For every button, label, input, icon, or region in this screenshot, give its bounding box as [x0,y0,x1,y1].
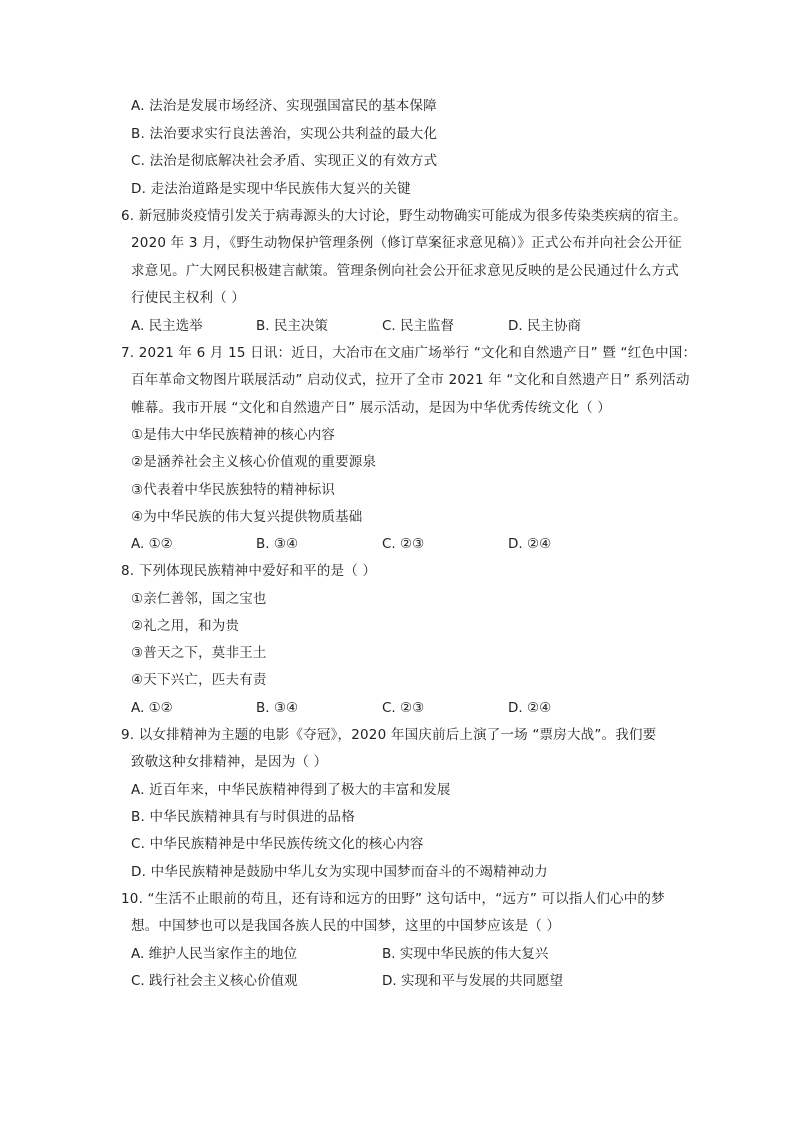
q7-item-4: ④为中华民族的伟大复兴提供物质基础 [131,509,363,525]
q5-option-a: A. 法治是发展市场经济、实现强国富民的基本保障 [131,98,437,114]
q10-option-a: A. 维护人民当家作主的地位 [131,946,298,962]
q6-option-d: D. 民主协商 [508,318,581,334]
q8-item-4: ④天下兴亡，匹夫有责 [131,672,267,688]
q9-option-c: C. 中华民族精神是中华民族传统文化的核心内容 [131,836,424,852]
q7-stem-line-2: 百年革命文物图片联展活动” 启动仪式，拉开了全市 2021 年 “文化和自然遗产日” 系列活动 [131,372,690,388]
q6-stem-line-4: 行使民主权利（ ） [131,290,246,306]
q5-option-d: D. 走法治道路是实现中华民族伟大复兴的关键 [131,181,411,197]
q10-stem-line-1: 10. “生活不止眼前的苟且，还有诗和远方的田野” 这句话中，“远方” 可以指人们心中的梦 [121,891,665,907]
q7-option-a: A. ①② [131,536,173,552]
q7-option-c: C. ②③ [382,536,425,552]
q7-stem-line-3: 帷幕。我市开展 “文化和自然遗产日” 展示活动，是因为中华优秀传统文化（ ） [131,400,611,416]
q8-stem-line-1: 8. 下列体现民族精神中爱好和平的是（ ） [121,563,377,579]
q6-stem-line-2: 2020 年 3 月，《野生动物保护管理条例（修订草案征求意见稿）》正式公布并向社会公开征 [131,235,682,251]
q8-item-3: ③普天之下，莫非王土 [131,645,267,661]
q10-stem-line-2: 想。中国梦也可以是我国各族人民的中国梦，这里的中国梦应该是（ ） [131,918,561,934]
q8-option-b: B. ③④ [256,700,299,716]
q5-option-c: C. 法治是彻底解决社会矛盾、实现正义的有效方式 [131,153,438,169]
q7-option-d: D. ②④ [508,536,552,552]
q8-option-a: A. ①② [131,700,173,716]
q7-item-3: ③代表着中华民族独特的精神标识 [131,482,336,498]
q10-option-d: D. 实现和平与发展的共同愿望 [382,973,563,989]
q6-option-a: A. 民主选举 [131,318,203,334]
q9-option-d: D. 中华民族精神是鼓励中华儿女为实现中国梦而奋斗的不竭精神动力 [131,864,548,880]
q6-stem-line-3: 求意见。广大网民积极建言献策。管理条例向社会公开征求意见反映的是公民通过什么方式 [131,263,679,279]
q6-stem-line-1: 6. 新冠肺炎疫情引发关于病毒源头的大讨论，野生动物确实可能成为很多传染类疾病的宿主。 [121,208,687,224]
q9-stem-line-2: 致敬这种女排精神，是因为（ ） [131,754,328,770]
q8-item-1: ①亲仁善邻，国之宝也 [131,591,267,607]
q10-option-b: B. 实现中华民族的伟大复兴 [382,946,549,962]
q9-stem-line-1: 9. 以女排精神为主题的电影《夺冠》，2020 年国庆前后上演了一场 “票房大战”。我们要 [121,727,657,743]
q8-option-c: C. ②③ [382,700,425,716]
q7-item-2: ②是涵养社会主义核心价值观的重要源泉 [131,454,377,470]
q9-option-b: B. 中华民族精神具有与时俱进的品格 [131,809,355,825]
q7-item-1: ①是伟大中华民族精神的核心内容 [131,427,336,443]
q6-option-c: C. 民主监督 [382,318,455,334]
q8-item-2: ②礼之用，和为贵 [131,618,240,634]
q7-stem-line-1: 7. 2021 年 6 月 15 日讯：近日，大冶市在文庙广场举行 “文化和自然遗产日” 暨 “红色中国： [121,345,697,361]
q10-option-c: C. 践行社会主义核心价值观 [131,973,298,989]
q7-option-b: B. ③④ [256,536,299,552]
q5-option-b: B. 法治要求实行良法善治，实现公共利益的最大化 [131,126,438,142]
q9-option-a: A. 近百年来，中华民族精神得到了极大的丰富和发展 [131,782,451,798]
q8-option-d: D. ②④ [508,700,552,716]
q6-option-b: B. 民主决策 [256,318,328,334]
